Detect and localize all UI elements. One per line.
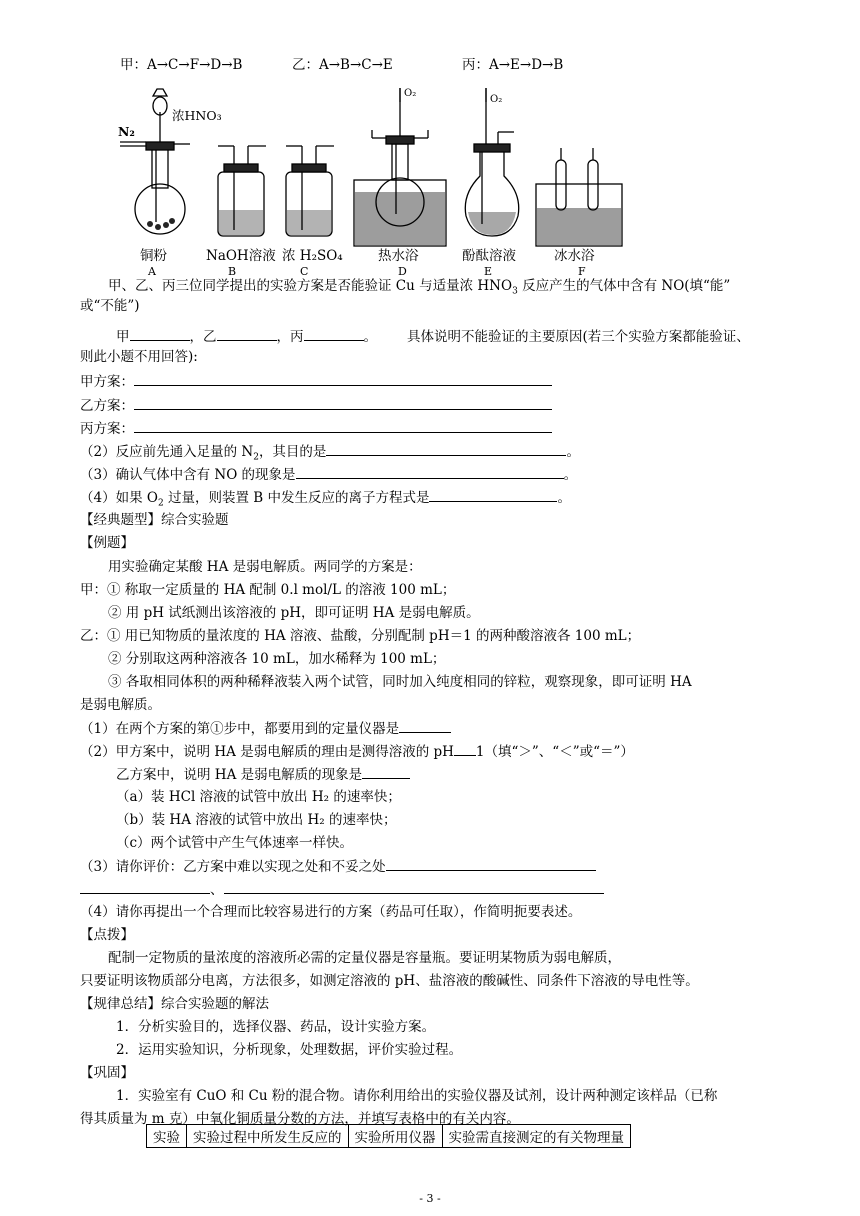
plan-bing-line: 丙方案： [80,418,552,439]
plan-yi-line: 乙方案： [80,395,552,416]
q1-stem: 甲、乙、丙三位同学提出的实验方案是否能验证 Cu 与适量浓 $HNO_3$ 反应产生的气体中含有 NO(填“能” [108,278,731,297]
ex-p2-yi-blank[interactable] [362,764,410,779]
label-d: 热水浴 [378,248,419,264]
ex-p3-blank-3[interactable] [224,879,604,894]
scheme-jia: 甲：A→C→F→D→B [120,57,243,73]
ex-p3-blank-1[interactable] [386,856,596,871]
example-intro: 用实验确定某酸 HA 是弱电解质。两同学的方案是： [108,559,422,575]
q1-reason-cont: 则此小题不用回答): [80,349,198,365]
ex-p3-cont: 、 [80,879,604,900]
letter-f: F [578,265,586,278]
o2-label-d: O₂ [404,88,417,99]
example-heading: 【例题】 [80,535,134,551]
letter-c: C [300,265,309,278]
letter-d: D [398,265,407,278]
ex-p2-yi: 乙方案中，说明 HA 是弱电解质的现象是 [116,764,410,785]
yi-step3-cont: 是弱电解质。 [80,697,161,713]
yi-step3: ③ 各取相同体积的两种稀释液装入两个试管，同时加入纯度相同的锌粒，观察现象，即可证明 HA [108,674,692,690]
plan-yi-blank[interactable] [134,395,552,410]
ex-p4: （4）请你再提出一个合理而比较容易进行的方案（药品可任取），作简明扼要表述。 [80,904,582,920]
consolidate-line-1: 1．实验室有 CuO 和 Cu 粉的混合物。请你利用给出的实验仪器及试剂，设计两种测定该样品（已称 [116,1088,718,1104]
label-f: 冰水浴 [554,248,595,264]
consolidate-heading: 【巩固】 [80,1065,134,1081]
label-a: 铜粉 [140,248,167,264]
ex-p2: （2）甲方案中，说明 HA 是弱电解质的理由是测得溶液的 pH 1（填“＞”、“＜”或“＝”） [80,741,634,762]
yi-step1: 乙：① 用已知物质的量浓度的 HA 溶液、盐酸，分别配制 pH＝1 的两种酸溶液各 100 mL； [80,628,641,644]
letter-b: B [228,265,237,278]
classic-heading: 【经典题型】综合实验题 [80,512,229,528]
q4-blank[interactable] [429,487,557,502]
table-header-cell: 实验需直接测定的有关物理量 [442,1125,631,1148]
table-header-cell: 实验过程中所发生反应的 [187,1125,349,1148]
experiment-table [146,1124,631,1148]
page-number: - 3 - [419,1192,441,1205]
rule-heading: 【规律总结】综合实验题的解法 [80,996,269,1012]
jia-step1: 甲：① 称取一定质量的 HA 配制 0.l mol/L 的溶液 100 mL； [80,582,456,598]
label-b: NaOH溶液 [206,248,276,264]
q1-fill-line: 甲 ，乙 ，丙 。 具体说明不能验证的主要原因(若三个实验方案都能验证、 [116,326,750,347]
rule-line-2: 2．运用实验知识，分析现象，处理数据，评价实验过程。 [116,1042,463,1058]
answer-blank-bing[interactable] [304,326,364,341]
label-e: 酚酞溶液 [462,248,516,264]
letter-a: A [148,265,156,278]
jia-step2: ② 用 pH 试纸测出该溶液的 pH，即可证明 HA 是弱电解质。 [108,605,480,621]
option-b: （b）装 HA 溶液的试管中放出 H₂ 的速率快； [116,812,397,828]
plan-bing-blank[interactable] [134,418,552,433]
conc-hno3-label: 浓HNO₃ [172,108,222,123]
hint-line-2: 只要证明该物质部分电离，方法很多，如测定溶液的 pH、盐溶液的酸碱性、同条件下溶液的导电性等。 [80,973,699,989]
hint-heading: 【点拨】 [80,927,134,943]
plan-jia-blank[interactable] [134,371,552,386]
hint-line-1: 配制一定物质的量浓度的溶液所必需的定量仪器是容量瓶。要证明某物质为弱电解质， [108,950,621,966]
ex-p2-blank[interactable] [454,741,476,756]
scheme-yi: 乙：A→B→C→E [292,57,393,73]
answer-blank-jia[interactable] [130,326,190,341]
ex-p3-blank-2[interactable] [80,879,210,894]
apparatus-diagram [110,84,670,256]
q1-stem-cont: 或“不能”) [80,298,140,314]
option-a: （a）装 HCl 溶液的试管中放出 H₂ 的速率快； [116,789,401,805]
table-header-cell: 实验 [147,1125,187,1148]
scheme-bing: 丙：A→E→D→B [462,57,564,73]
q2-blank[interactable] [326,441,566,456]
q3-line: （3）确认气体中含有 NO 的现象是 。 [80,464,577,485]
answer-blank-yi[interactable] [217,326,277,341]
ex-p3: （3）请你评价：乙方案中难以实现之处和不妥之处 [80,856,596,877]
plan-jia-line: 甲方案： [80,371,552,392]
n2-label: N₂ [118,124,135,139]
yi-step2: ② 分别取这两种溶液各 10 mL，加水稀释为 100 mL； [108,651,446,667]
table-header-cell: 实验所用仪器 [348,1125,442,1148]
ex-p1: （1）在两个方案的第①步中，都要用到的定量仪器是 [80,718,451,739]
rule-line-1: 1．分析实验目的，选择仪器、药品，设计实验方案。 [116,1019,436,1035]
consolidate-line-2: 得其质量为 m 克）中氧化铜质量分数的方法，并填写表格中的有关内容。 [80,1111,520,1127]
table-header-row [147,1125,631,1148]
q2-line: （2）反应前先通入足量的 $N_2$，其目的是 。 [80,441,580,468]
letter-e: E [484,265,493,278]
ex-p1-blank[interactable] [399,718,451,733]
q4-line: （4）如果 $O_2$ 过量，则装置 B 中发生反应的离子方程式是 。 [80,487,571,514]
option-c: （c）两个试管中产生气体速率一样快。 [116,835,354,851]
o2-label-e: O₂ [490,94,503,105]
label-c: 浓 H₂SO₄ [282,248,343,264]
q3-blank[interactable] [296,464,564,479]
